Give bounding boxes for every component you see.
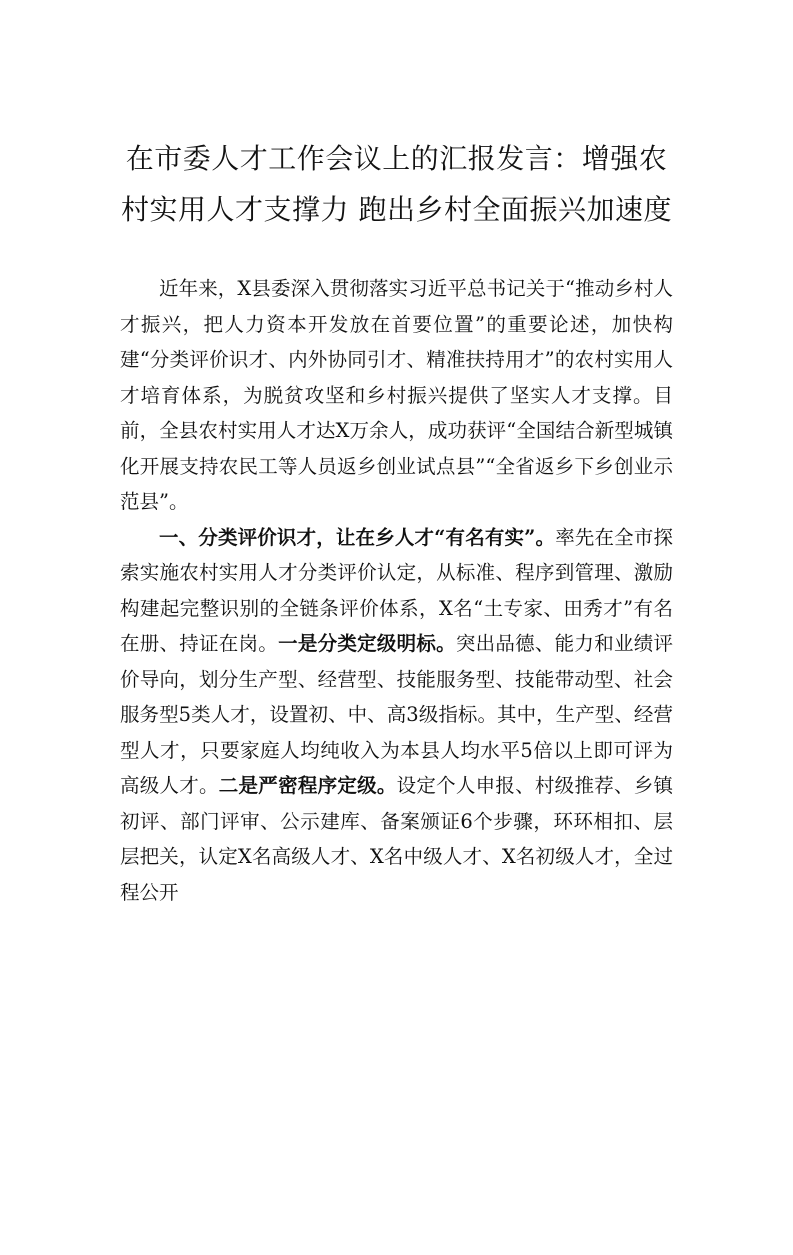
point-heading: 二是严密程序定级。 (218, 774, 397, 797)
section-heading: 一、分类评价识才，让在乡人才“有名有实”。 (159, 525, 556, 549)
point-heading: 一是分类定级明标。 (278, 632, 456, 655)
document-body (120, 271, 673, 910)
section-text: 率先在全市探索实施农村实用人才分类评价认定，从标准、程序到管理、激励构建起完整识别的全链条评价体系，X名“土专家、田秀才”有名在册、持证在岗。 (120, 525, 673, 655)
point-text: 设定个人申报、村级推荐、乡镇初评、部门评审、公示建库、备案颁证6个步骤，环环相扣、层层把关，认定X名高级人才、X名中级人才、X名初级人才，全过程公开 (120, 774, 673, 904)
section-one-paragraph (120, 520, 673, 911)
document-page (0, 133, 793, 1255)
intro-paragraph: 近年来，X县委深入贯彻落实习近平总书记关于“推动乡村人才振兴，把人力资本开发放在首要位置”的重要论述，加快构建“分类评价识才、内外协同引才、精准扶持用才”的农村实用人才培育体系，为脱贫攻坚和乡村振兴提供了坚实人才支撑。目前，全县农村实用人才达X万余人，成功获评“全国结合新型城镇化开展支持农民工等人员返乡创业试点县”“全省返乡下乡创业示范县”。 (120, 277, 673, 513)
document-title: 在市委人才工作会议上的汇报发言：增强农村实用人才支撑力 跑出乡村全面振兴加速度 (121, 142, 672, 226)
point-text: 突出品德、能力和业绩评价导向，划分生产型、经营型、技能服务型、技能带动型、社会服务型5类人才，设置初、中、高3级指标。其中，生产型、经营型人才，只要家庭人均纯收入为本县人均水平5倍以上即可评为高级人才。 (120, 632, 673, 797)
